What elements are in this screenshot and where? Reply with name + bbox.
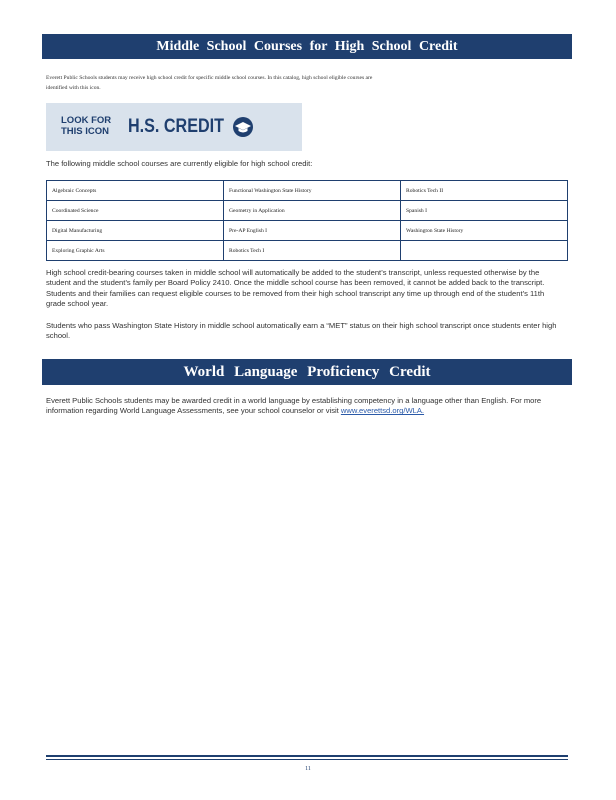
table-cell: Robotics Tech I xyxy=(224,241,401,261)
graduation-cap-icon xyxy=(232,116,254,138)
table-cell: Digital Manufacturing xyxy=(47,221,224,241)
table-cell: Robotics Tech II xyxy=(401,181,568,201)
intro-text: Everett Public Schools students may receive high school credit for specific middle school courses. In this catalog, high school eligible courses are identified with this icon. xyxy=(46,75,373,91)
table-cell: Exploring Graphic Arts xyxy=(47,241,224,261)
transcript-policy-paragraph: High school credit-bearing courses taken in middle school will automatically be added to the student’s transcript, unless requested otherwise by the student and the student’s family per Board Policy 2410. Once the middle school course has been removed, it cannot be added back to the transcript. Students and their families can request eligible courses to be removed from their high school transcript any time up through end of the student’s 11th grade school year. xyxy=(46,268,545,308)
eligible-courses-table xyxy=(46,180,568,261)
wla-link[interactable]: www.everettsd.org/WLA. xyxy=(340,406,425,416)
table-row xyxy=(47,241,568,261)
table-cell xyxy=(401,241,568,261)
section-title-world-language: World Language Proficiency Credit xyxy=(42,359,572,385)
table-cell: Pre-AP English I xyxy=(224,221,401,241)
hs-credit-label: H.S. CREDIT xyxy=(128,116,225,137)
table-row xyxy=(47,221,568,241)
table-cell: Coordinated Science xyxy=(47,201,224,221)
look-for-label: LOOK FOR THIS ICON xyxy=(61,115,112,137)
table-cell: Washington State History xyxy=(401,221,568,241)
footer-divider xyxy=(46,755,568,757)
table-row xyxy=(47,181,568,201)
table-cell: Spanish I xyxy=(401,201,568,221)
table-cell: Functional Washington State History xyxy=(224,181,401,201)
eligible-courses-lead: The following middle school courses are currently eligible for high school credit: xyxy=(46,159,313,168)
hs-credit-badge xyxy=(46,103,302,151)
page-number: 11 xyxy=(305,766,311,772)
footer-divider-thin xyxy=(46,759,568,760)
table-cell: Algebraic Concepts xyxy=(47,181,224,201)
section-title-hs-credit: Middle School Courses for High School Credit xyxy=(42,34,572,59)
wa-history-paragraph: Students who pass Washington State History in middle school automatically earn a “MET” status on their high school transcript once students enter high school. xyxy=(46,321,557,341)
table-cell: Geometry in Application xyxy=(224,201,401,221)
world-language-text: Everett Public Schools students may be awarded credit in a world language by establishing competency in a language other than English. For more information regarding World Language Assessments, see your school counselor or visit xyxy=(46,396,542,416)
table-row xyxy=(47,201,568,221)
world-language-paragraph xyxy=(46,396,564,417)
